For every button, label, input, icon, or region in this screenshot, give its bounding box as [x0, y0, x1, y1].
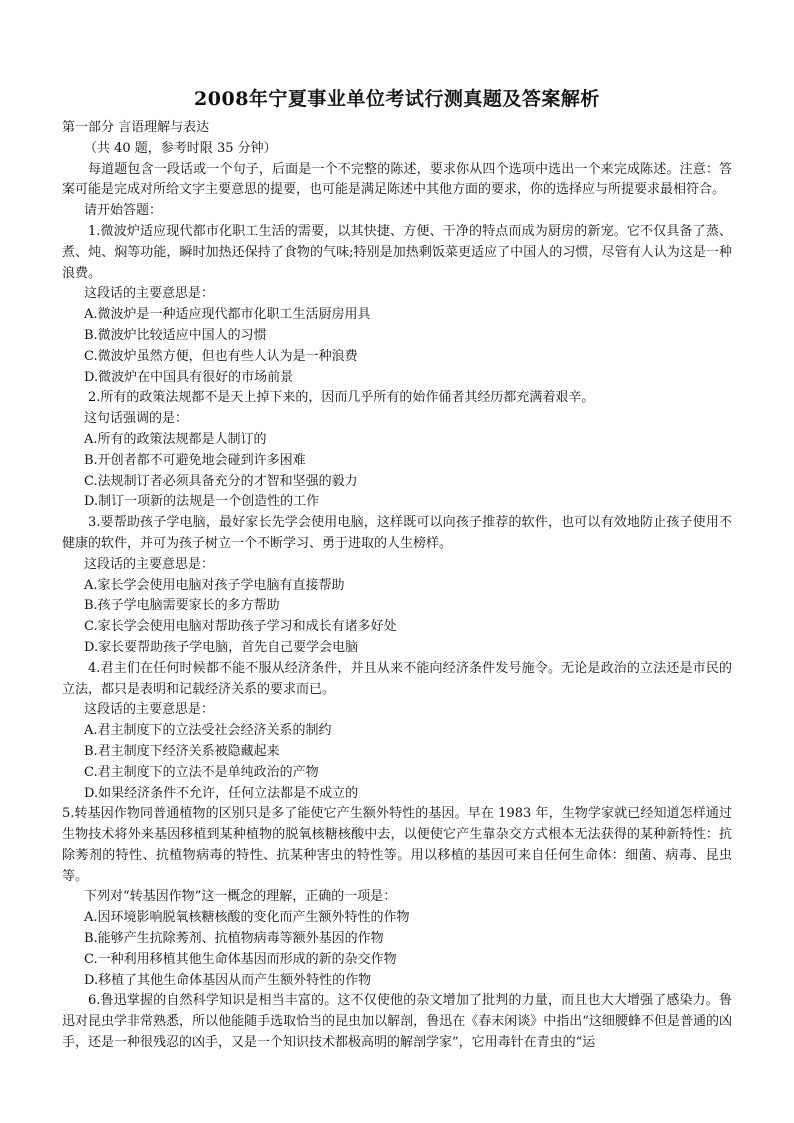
question-3-prompt: 这段话的主要意思是：: [84, 556, 215, 572]
question-1-prompt: 这段话的主要意思是：: [84, 286, 215, 302]
question-2-option-b: B.开创者都不可避免地会碰到许多困难: [84, 452, 306, 468]
question-2-stem: 2.所有的政策法规都不是天上掉下来的，因而几乎所有的始作俑者其经历都充满着艰辛。: [88, 390, 595, 406]
question-3-option-d: D.家长要帮助孩子学电脑，首先自己要学会电脑: [84, 639, 359, 655]
instructions-paragraph: 每道题包含一段话或一个句子，后面是一个不完整的陈述，要求你从四个选项中选出一个来完成陈述。注意：答案可能是完成对所给文字主要意思的提要，也可能是满足陈述中其他方面的要求，你的选择应与所提要求最相符合。: [62, 161, 732, 198]
document-title: 2008年宁夏事业单位考试行测真题及答案解析: [194, 88, 600, 110]
question-2-prompt: 这句话强调的是：: [84, 411, 189, 427]
question-1-option-c: C.微波炉虽然方便，但也有些人认为是一种浪费: [84, 348, 358, 364]
question-3-option-c: C.家长学会使用电脑对帮助孩子学习和成长有诸多好处: [84, 619, 397, 635]
question-2-option-a: A.所有的政策法规都是人制订的: [84, 431, 267, 447]
question-4-option-c: C.君主制度下的立法不是单纯政治的产物: [84, 764, 319, 780]
question-1-option-b: B.微波炉比较适应中国人的习惯: [84, 327, 267, 343]
question-4-option-d: D.如果经济条件不允许，任何立法都是不成立的: [84, 785, 359, 801]
section-note: （共 40 题，参考时限 35 分钟）: [84, 140, 277, 156]
question-4-prompt: 这段话的主要意思是：: [84, 702, 215, 718]
question-3-option-a: A.家长学会使用电脑对孩子学电脑有直接帮助: [84, 577, 345, 593]
question-1-option-a: A.微波炉是一种适应现代都市化职工生活厨房用具: [84, 307, 371, 323]
question-3-option-b: B.孩子学电脑需要家长的多方帮助: [84, 598, 280, 614]
question-5-option-c: C.一种利用移植其他生命体基因而形成的新的杂交作物: [84, 951, 397, 967]
question-2-option-d: D.制订一项新的法规是一个创造性的工作: [84, 494, 320, 510]
question-4-option-b: B.君主制度下经济关系被隐藏起来: [84, 743, 280, 759]
start-prompt: 请开始答题：: [84, 203, 163, 219]
question-5-prompt: 下列对“转基因作物”这一概念的理解，正确的一项是：: [84, 889, 397, 905]
question-3-stem: 3.要帮助孩子学电脑，最好家长先学会使用电脑，这样既可以向孩子推荐的软件，也可以有效地防止孩子使用不健康的软件，并可为孩子树立一个不断学习、勇于进取的人生榜样。: [62, 515, 732, 551]
document-body: [62, 118, 732, 1054]
question-5-option-b: B.能够产生抗除莠剂、抗植物病毒等额外基因的作物: [84, 931, 384, 947]
section-heading: 第一部分 言语理解与表达: [62, 120, 210, 135]
question-4-option-a: A.君主制度下的立法受社会经济关系的制约: [84, 723, 332, 739]
question-5-option-d: D.移植了其他生命体基因从而产生额外特性的作物: [84, 972, 372, 988]
question-2-option-c: C.法规制订者必须具备充分的才智和坚强的毅力: [84, 473, 358, 489]
question-1-stem: 1.微波炉适应现代都市化职工生活的需要，以其快捷、方便、干净的特点而成为厨房的新宠。它不仅具备了蒸、煮、炖、焖等功能，瞬时加热还保持了食物的气味;特别是加热剩饭菜更适应了中国人的习惯，尽管有人认为这是一种浪费。: [62, 223, 732, 281]
question-5-stem: 5.转基因作物同普通植物的区别只是多了能使它产生额外特性的基因。早在 1983 年，生物学家就已经知道怎样通过生物技术将外来基因移植到某种植物的脱氧核糖核酸中去，以便使它产生靠杂交方式根本无法获得的某种新特性：抗除莠剂的特性、抗植物病毒的特性、抗某种害虫的特性等。用以移植的基因可来自任何生命体：细菌、病毒、昆虫等。: [62, 806, 732, 884]
question-5-option-a: A.因环境影响脱氧核糖核酸的变化而产生额外特性的作物: [84, 910, 410, 926]
question-1-option-d: D.微波炉在中国具有很好的市场前景: [84, 369, 294, 385]
question-6-stem: 6.鲁迅掌握的自然科学知识是相当丰富的。这不仅使他的杂文增加了批判的力量，而且也大大增强了感染力。鲁迅对昆虫学非常熟悉，所以他能随手选取恰当的昆虫加以解剖，鲁迅在《春末闲谈》中指出“这细腰蜂不但是普通的凶手，还是一种很残忍的凶手，又是一个知识技术都极高明的解剖学家”，它用毒针在青虫的“运: [62, 993, 732, 1051]
question-4-stem: 4.君主们在任何时候都不能不服从经济条件，并且从来不能向经济条件发号施令。无论是政治的立法还是市民的立法，都只是表明和记载经济关系的要求而已。: [62, 660, 732, 697]
